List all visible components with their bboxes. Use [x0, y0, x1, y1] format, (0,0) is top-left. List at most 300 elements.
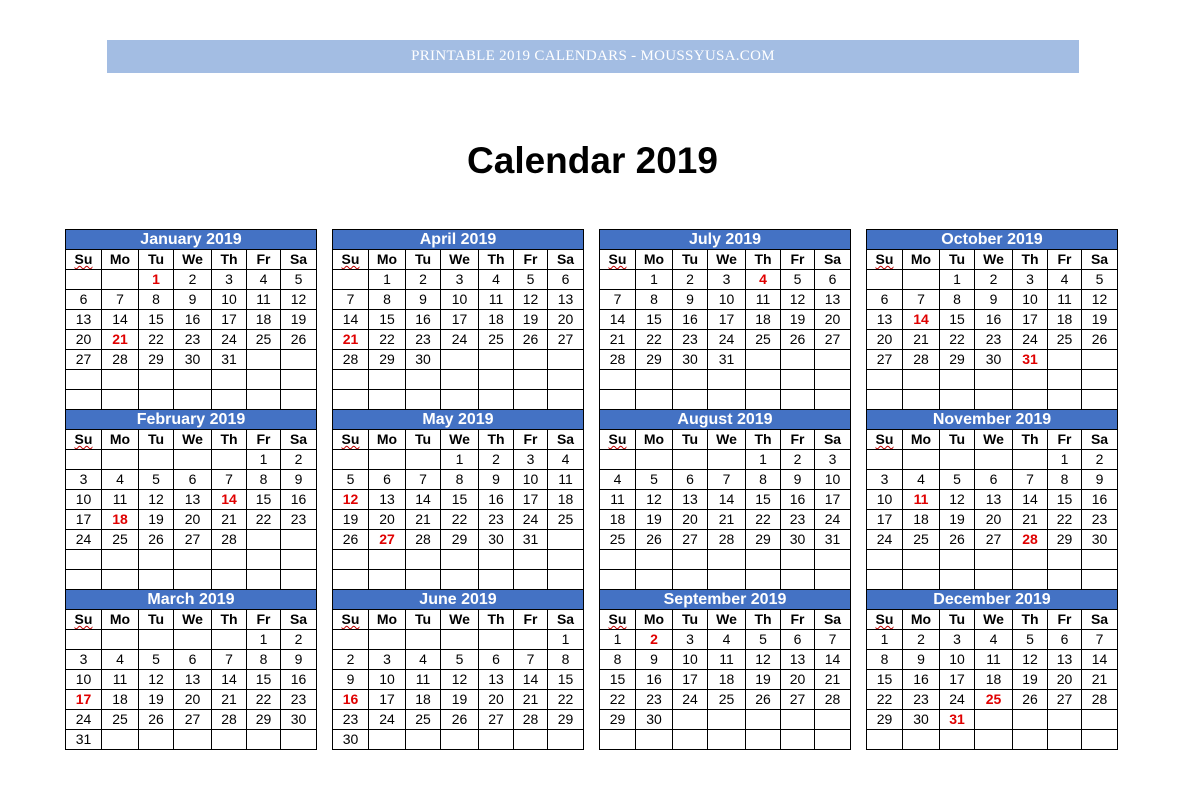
empty-cell — [815, 710, 851, 730]
day-cell: 22 — [600, 690, 636, 710]
day-cell: 26 — [940, 530, 975, 550]
month-header: April 2019 — [333, 230, 584, 250]
empty-cell — [174, 630, 212, 650]
day-cell: 2 — [673, 270, 708, 290]
calendar-grid — [65, 229, 1118, 750]
day-cell: 26 — [1082, 330, 1118, 350]
day-cell: 22 — [867, 690, 903, 710]
day-cell: 18 — [102, 690, 139, 710]
day-cell: 7 — [406, 470, 441, 490]
day-cell: 5 — [940, 470, 975, 490]
empty-cell — [1013, 550, 1048, 570]
weekday-label: Th — [1013, 610, 1048, 630]
empty-cell — [281, 370, 317, 390]
day-cell: 17 — [708, 310, 746, 330]
empty-cell — [514, 550, 548, 570]
day-cell: 26 — [441, 710, 479, 730]
column-gap — [317, 690, 333, 710]
day-cell: 13 — [673, 490, 708, 510]
empty-cell — [1048, 730, 1082, 750]
day-cell: 18 — [406, 690, 441, 710]
day-cell: 17 — [940, 670, 975, 690]
empty-cell — [1048, 570, 1082, 590]
day-cell: 20 — [548, 310, 584, 330]
day-cell: 27 — [174, 530, 212, 550]
day-cell: 15 — [940, 310, 975, 330]
day-cell: 20 — [174, 510, 212, 530]
weekday-label: We — [174, 430, 212, 450]
day-cell: 21 — [708, 510, 746, 530]
column-gap — [317, 730, 333, 750]
column-gap — [584, 570, 600, 590]
weekday-label: Th — [746, 430, 781, 450]
weekday-label: Mo — [903, 610, 940, 630]
day-cell: 1 — [247, 630, 281, 650]
empty-cell — [479, 390, 514, 410]
empty-cell — [102, 370, 139, 390]
day-cell: 1 — [548, 630, 584, 650]
day-cell: 24 — [708, 330, 746, 350]
empty-cell — [369, 450, 406, 470]
day-cell: 3 — [514, 450, 548, 470]
day-cell: 17 — [1013, 310, 1048, 330]
day-cell: 4 — [479, 270, 514, 290]
day-cell: 4 — [975, 630, 1013, 650]
empty-cell — [1082, 350, 1118, 370]
day-cell: 18 — [746, 310, 781, 330]
column-gap — [851, 730, 867, 750]
column-gap — [317, 590, 333, 610]
day-cell: 3 — [867, 470, 903, 490]
day-cell: 12 — [281, 290, 317, 310]
day-cell: 24 — [441, 330, 479, 350]
day-cell: 25 — [102, 530, 139, 550]
weekday-label: Tu — [940, 430, 975, 450]
day-cell: 25 — [479, 330, 514, 350]
day-cell: 23 — [281, 510, 317, 530]
column-gap — [851, 450, 867, 470]
day-cell: 11 — [746, 290, 781, 310]
day-cell: 25 — [1048, 330, 1082, 350]
day-cell: 24 — [66, 710, 102, 730]
empty-cell — [746, 370, 781, 390]
weekday-label: Sa — [1082, 250, 1118, 270]
day-cell: 5 — [1082, 270, 1118, 290]
empty-cell — [1048, 550, 1082, 570]
day-cell: 25 — [406, 710, 441, 730]
day-cell: 24 — [815, 510, 851, 530]
day-cell: 17 — [212, 310, 247, 330]
day-cell: 11 — [708, 650, 746, 670]
empty-cell — [903, 550, 940, 570]
weekday-label: Fr — [781, 610, 815, 630]
day-cell: 16 — [174, 310, 212, 330]
empty-cell — [781, 370, 815, 390]
empty-cell — [975, 570, 1013, 590]
day-cell: 29 — [600, 710, 636, 730]
day-cell: 26 — [139, 530, 174, 550]
day-cell: 1 — [1048, 450, 1082, 470]
weekday-label: Th — [212, 610, 247, 630]
weekday-label: Sa — [815, 610, 851, 630]
column-gap — [584, 650, 600, 670]
weekday-label: Mo — [369, 250, 406, 270]
column-gap — [584, 290, 600, 310]
column-gap — [584, 230, 600, 250]
day-cell: 17 — [514, 490, 548, 510]
day-cell: 10 — [514, 470, 548, 490]
day-cell: 15 — [548, 670, 584, 690]
empty-cell — [1082, 390, 1118, 410]
weekday-label: Mo — [636, 430, 673, 450]
day-cell: 21 — [815, 670, 851, 690]
weekday-label: Mo — [903, 430, 940, 450]
empty-cell — [212, 630, 247, 650]
day-cell: 29 — [746, 530, 781, 550]
day-cell: 20 — [369, 510, 406, 530]
day-cell: 17 — [66, 510, 102, 530]
day-cell: 23 — [406, 330, 441, 350]
empty-cell — [903, 270, 940, 290]
day-cell: 1 — [600, 630, 636, 650]
day-cell: 15 — [746, 490, 781, 510]
column-gap — [584, 430, 600, 450]
empty-cell — [673, 390, 708, 410]
day-cell: 31 — [212, 350, 247, 370]
day-cell: 5 — [333, 470, 369, 490]
day-cell: 15 — [247, 490, 281, 510]
day-cell: 8 — [867, 650, 903, 670]
day-cell: 14 — [708, 490, 746, 510]
weekday-label: Tu — [406, 610, 441, 630]
column-gap — [584, 330, 600, 350]
empty-cell — [975, 450, 1013, 470]
day-cell: 31 — [1013, 350, 1048, 370]
day-cell: 7 — [708, 470, 746, 490]
empty-cell — [66, 550, 102, 570]
empty-cell — [66, 450, 102, 470]
site-banner: PRINTABLE 2019 CALENDARS - MOUSSYUSA.COM — [107, 40, 1079, 73]
day-cell: 20 — [1048, 670, 1082, 690]
day-cell: 28 — [815, 690, 851, 710]
day-cell: 5 — [636, 470, 673, 490]
day-cell: 20 — [479, 690, 514, 710]
column-gap — [317, 490, 333, 510]
month-header: October 2019 — [867, 230, 1118, 250]
day-cell: 28 — [708, 530, 746, 550]
day-cell: 1 — [746, 450, 781, 470]
empty-cell — [247, 550, 281, 570]
day-cell: 8 — [139, 290, 174, 310]
day-cell: 20 — [66, 330, 102, 350]
day-cell: 29 — [369, 350, 406, 370]
weekday-label: Mo — [102, 250, 139, 270]
day-cell: 2 — [281, 630, 317, 650]
weekday-label: Mo — [369, 430, 406, 450]
empty-cell — [1013, 370, 1048, 390]
column-gap — [584, 390, 600, 410]
column-gap — [317, 650, 333, 670]
weekday-label: Tu — [673, 610, 708, 630]
day-cell: 25 — [903, 530, 940, 550]
empty-cell — [333, 550, 369, 570]
day-cell: 13 — [174, 670, 212, 690]
day-cell: 9 — [1082, 470, 1118, 490]
empty-cell — [212, 730, 247, 750]
day-cell: 9 — [174, 290, 212, 310]
column-gap — [317, 230, 333, 250]
empty-cell — [708, 390, 746, 410]
weekday-label: Fr — [1048, 250, 1082, 270]
day-cell: 14 — [600, 310, 636, 330]
empty-cell — [479, 350, 514, 370]
day-cell: 22 — [940, 330, 975, 350]
day-cell: 12 — [139, 490, 174, 510]
column-gap — [317, 410, 333, 430]
empty-cell — [247, 730, 281, 750]
day-cell: 5 — [781, 270, 815, 290]
empty-cell — [708, 710, 746, 730]
empty-cell — [247, 570, 281, 590]
column-gap — [851, 230, 867, 250]
day-cell: 19 — [514, 310, 548, 330]
column-gap — [584, 490, 600, 510]
weekday-label: Su — [600, 430, 636, 450]
day-cell: 13 — [548, 290, 584, 310]
weekday-label: Fr — [1048, 610, 1082, 630]
day-cell: 7 — [600, 290, 636, 310]
column-gap — [584, 510, 600, 530]
empty-cell — [903, 450, 940, 470]
day-cell: 14 — [212, 490, 247, 510]
empty-cell — [66, 570, 102, 590]
column-gap — [317, 370, 333, 390]
empty-cell — [281, 390, 317, 410]
empty-cell — [673, 450, 708, 470]
day-cell: 21 — [600, 330, 636, 350]
empty-cell — [174, 450, 212, 470]
empty-cell — [781, 570, 815, 590]
column-gap — [851, 250, 867, 270]
day-cell: 7 — [333, 290, 369, 310]
month-header: November 2019 — [867, 410, 1118, 430]
weekday-label: Mo — [636, 610, 673, 630]
day-cell: 16 — [903, 670, 940, 690]
day-cell: 27 — [479, 710, 514, 730]
empty-cell — [781, 710, 815, 730]
day-cell: 10 — [441, 290, 479, 310]
day-cell: 28 — [600, 350, 636, 370]
empty-cell — [746, 710, 781, 730]
empty-cell — [369, 570, 406, 590]
day-cell: 25 — [975, 690, 1013, 710]
column-gap — [851, 670, 867, 690]
day-cell: 6 — [781, 630, 815, 650]
empty-cell — [369, 730, 406, 750]
day-cell: 30 — [903, 710, 940, 730]
day-cell: 2 — [281, 450, 317, 470]
day-cell: 9 — [479, 470, 514, 490]
empty-cell — [636, 370, 673, 390]
empty-cell — [333, 370, 369, 390]
empty-cell — [903, 730, 940, 750]
day-cell: 6 — [66, 290, 102, 310]
day-cell: 14 — [333, 310, 369, 330]
empty-cell — [333, 450, 369, 470]
day-cell: 5 — [746, 630, 781, 650]
day-cell: 8 — [441, 470, 479, 490]
column-gap — [317, 610, 333, 630]
day-cell: 12 — [940, 490, 975, 510]
day-cell: 8 — [1048, 470, 1082, 490]
column-gap — [851, 350, 867, 370]
day-cell: 8 — [548, 650, 584, 670]
empty-cell — [441, 570, 479, 590]
day-cell: 24 — [66, 530, 102, 550]
day-cell: 24 — [1013, 330, 1048, 350]
empty-cell — [600, 270, 636, 290]
weekday-label: Th — [479, 250, 514, 270]
day-cell: 21 — [903, 330, 940, 350]
empty-cell — [815, 570, 851, 590]
weekday-label: Sa — [548, 430, 584, 450]
empty-cell — [174, 550, 212, 570]
weekday-label: We — [708, 250, 746, 270]
day-cell: 16 — [975, 310, 1013, 330]
empty-cell — [247, 530, 281, 550]
empty-cell — [600, 450, 636, 470]
empty-cell — [369, 390, 406, 410]
column-gap — [317, 430, 333, 450]
day-cell: 26 — [746, 690, 781, 710]
column-gap — [584, 530, 600, 550]
day-cell: 23 — [636, 690, 673, 710]
empty-cell — [1082, 730, 1118, 750]
empty-cell — [548, 530, 584, 550]
empty-cell — [514, 630, 548, 650]
empty-cell — [975, 550, 1013, 570]
empty-cell — [212, 390, 247, 410]
day-cell: 28 — [1082, 690, 1118, 710]
empty-cell — [1048, 390, 1082, 410]
day-cell: 29 — [548, 710, 584, 730]
empty-cell — [66, 270, 102, 290]
weekday-label: Th — [479, 430, 514, 450]
empty-cell — [1013, 450, 1048, 470]
empty-cell — [940, 370, 975, 390]
day-cell: 5 — [139, 650, 174, 670]
weekday-label: We — [174, 250, 212, 270]
day-cell: 10 — [66, 490, 102, 510]
day-cell: 13 — [867, 310, 903, 330]
day-cell: 13 — [815, 290, 851, 310]
weekday-label: Su — [333, 250, 369, 270]
day-cell: 9 — [406, 290, 441, 310]
day-cell: 30 — [479, 530, 514, 550]
empty-cell — [673, 730, 708, 750]
empty-cell — [247, 350, 281, 370]
day-cell: 16 — [333, 690, 369, 710]
empty-cell — [479, 630, 514, 650]
day-cell: 15 — [600, 670, 636, 690]
empty-cell — [975, 390, 1013, 410]
weekday-label: Tu — [673, 430, 708, 450]
empty-cell — [903, 390, 940, 410]
weekday-label: We — [441, 250, 479, 270]
empty-cell — [708, 730, 746, 750]
day-cell: 18 — [975, 670, 1013, 690]
day-cell: 20 — [815, 310, 851, 330]
day-cell: 2 — [975, 270, 1013, 290]
day-cell: 12 — [1013, 650, 1048, 670]
day-cell: 30 — [406, 350, 441, 370]
column-gap — [851, 310, 867, 330]
month-header: July 2019 — [600, 230, 851, 250]
month-header: March 2019 — [66, 590, 317, 610]
column-gap — [317, 630, 333, 650]
weekday-label: Tu — [406, 430, 441, 450]
day-cell: 21 — [102, 330, 139, 350]
empty-cell — [139, 450, 174, 470]
empty-cell — [548, 570, 584, 590]
day-cell: 23 — [781, 510, 815, 530]
day-cell: 16 — [406, 310, 441, 330]
day-cell: 27 — [548, 330, 584, 350]
day-cell: 22 — [1048, 510, 1082, 530]
day-cell: 20 — [867, 330, 903, 350]
day-cell: 4 — [548, 450, 584, 470]
empty-cell — [867, 450, 903, 470]
day-cell: 22 — [636, 330, 673, 350]
day-cell: 10 — [867, 490, 903, 510]
day-cell: 7 — [815, 630, 851, 650]
day-cell: 16 — [781, 490, 815, 510]
day-cell: 2 — [1082, 450, 1118, 470]
day-cell: 30 — [673, 350, 708, 370]
day-cell: 27 — [975, 530, 1013, 550]
day-cell: 19 — [940, 510, 975, 530]
day-cell: 6 — [1048, 630, 1082, 650]
day-cell: 29 — [139, 350, 174, 370]
day-cell: 19 — [139, 510, 174, 530]
empty-cell — [406, 550, 441, 570]
weekday-label: Tu — [406, 250, 441, 270]
empty-cell — [514, 730, 548, 750]
column-gap — [584, 350, 600, 370]
weekday-label: Fr — [247, 610, 281, 630]
day-cell: 29 — [247, 710, 281, 730]
day-cell: 1 — [940, 270, 975, 290]
day-cell: 19 — [781, 310, 815, 330]
day-cell: 13 — [1048, 650, 1082, 670]
empty-cell — [212, 550, 247, 570]
column-gap — [851, 590, 867, 610]
day-cell: 25 — [746, 330, 781, 350]
day-cell: 22 — [746, 510, 781, 530]
day-cell: 1 — [139, 270, 174, 290]
column-gap — [851, 510, 867, 530]
day-cell: 11 — [1048, 290, 1082, 310]
month-header: August 2019 — [600, 410, 851, 430]
day-cell: 9 — [281, 470, 317, 490]
empty-cell — [369, 370, 406, 390]
day-cell: 3 — [708, 270, 746, 290]
day-cell: 13 — [66, 310, 102, 330]
day-cell: 26 — [636, 530, 673, 550]
empty-cell — [673, 570, 708, 590]
empty-cell — [247, 370, 281, 390]
weekday-label: Su — [867, 610, 903, 630]
